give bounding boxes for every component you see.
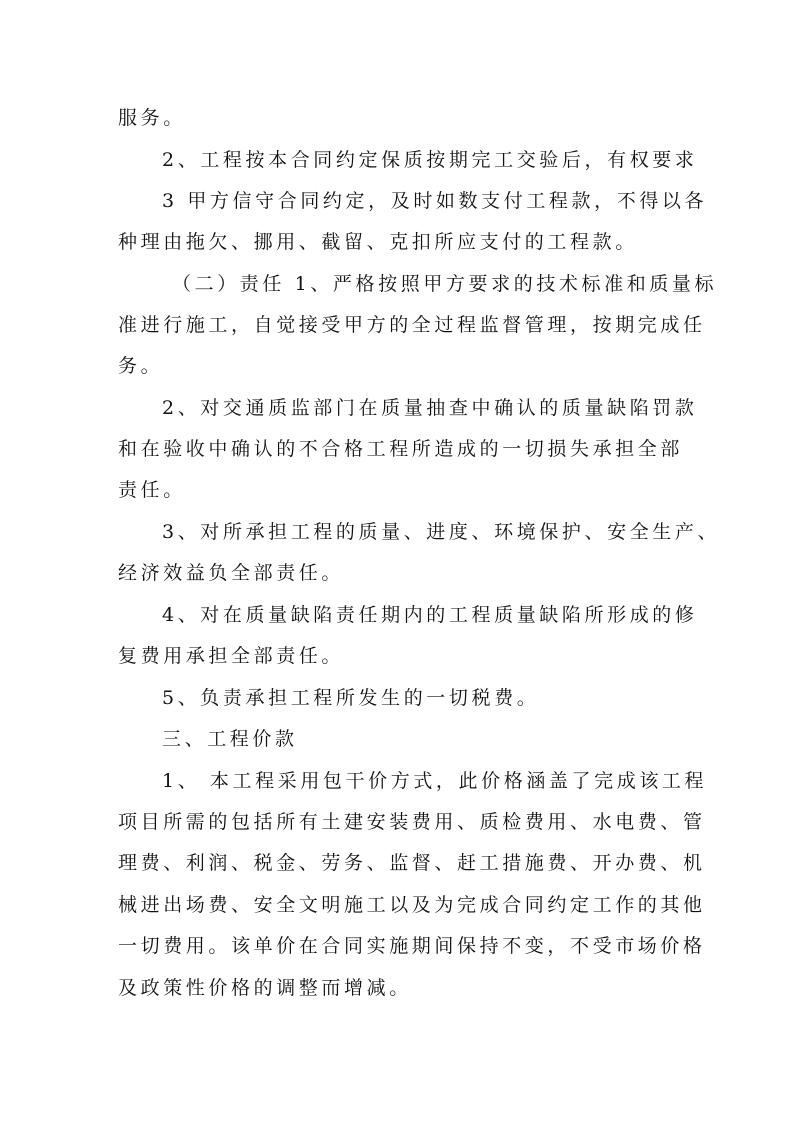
paragraph-line: 一切费用。该单价在合同实施期间保持不变，不受市场价格: [118, 935, 706, 957]
paragraph-line: 3 甲方信守合同约定，及时如数支付工程款，不得以各: [162, 190, 708, 212]
paragraph-line: 项目所需的包括所有土建安装费用、质检费用、水电费、管: [118, 811, 706, 833]
paragraph-line: 准进行施工，自觉接受甲方的全过程监督管理，按期完成任: [118, 314, 706, 336]
paragraph-line: （二）责任 1、严格按照甲方要求的技术标准和质量标: [172, 273, 718, 295]
paragraph-line: 经济效益负全部责任。: [118, 562, 345, 584]
paragraph-line: 和在验收中确认的不合格工程所造成的一切损失承担全部: [118, 438, 684, 460]
paragraph-line: 2、对交通质监部门在质量抽查中确认的质量缺陷罚款: [162, 397, 698, 419]
paragraph-line: 械进出场费、安全文明施工以及为完成合同约定工作的其他: [118, 894, 706, 916]
section-heading: 三、工程价款: [162, 728, 298, 750]
paragraph-line: 5、负责承担工程所发生的一切税费。: [162, 687, 540, 709]
paragraph-line: 务。: [118, 355, 164, 377]
paragraph-line: 1、 本工程采用包干价方式，此价格涵盖了完成该工程: [162, 770, 708, 792]
paragraph-line: 2、工程按本合同约定保质按期完工交验后，有权要求: [162, 149, 698, 171]
paragraph-line: 复费用承担全部责任。: [118, 645, 345, 667]
paragraph-line: 3、对所承担工程的质量、进度、环境保护、安全生产、: [162, 521, 721, 543]
paragraph-line: 4、对在质量缺陷责任期内的工程质量缺陷所形成的修: [162, 604, 698, 626]
paragraph-line: 及政策性价格的调整而增减。: [118, 977, 412, 999]
paragraph-line: 理费、利润、税金、劳务、监督、赶工措施费、开办费、机: [118, 852, 706, 874]
paragraph-line: 种理由拖欠、挪用、截留、克扣所应支付的工程款。: [118, 231, 638, 253]
paragraph-line: 责任。: [118, 479, 186, 501]
paragraph-line: 服务。: [118, 107, 186, 129]
